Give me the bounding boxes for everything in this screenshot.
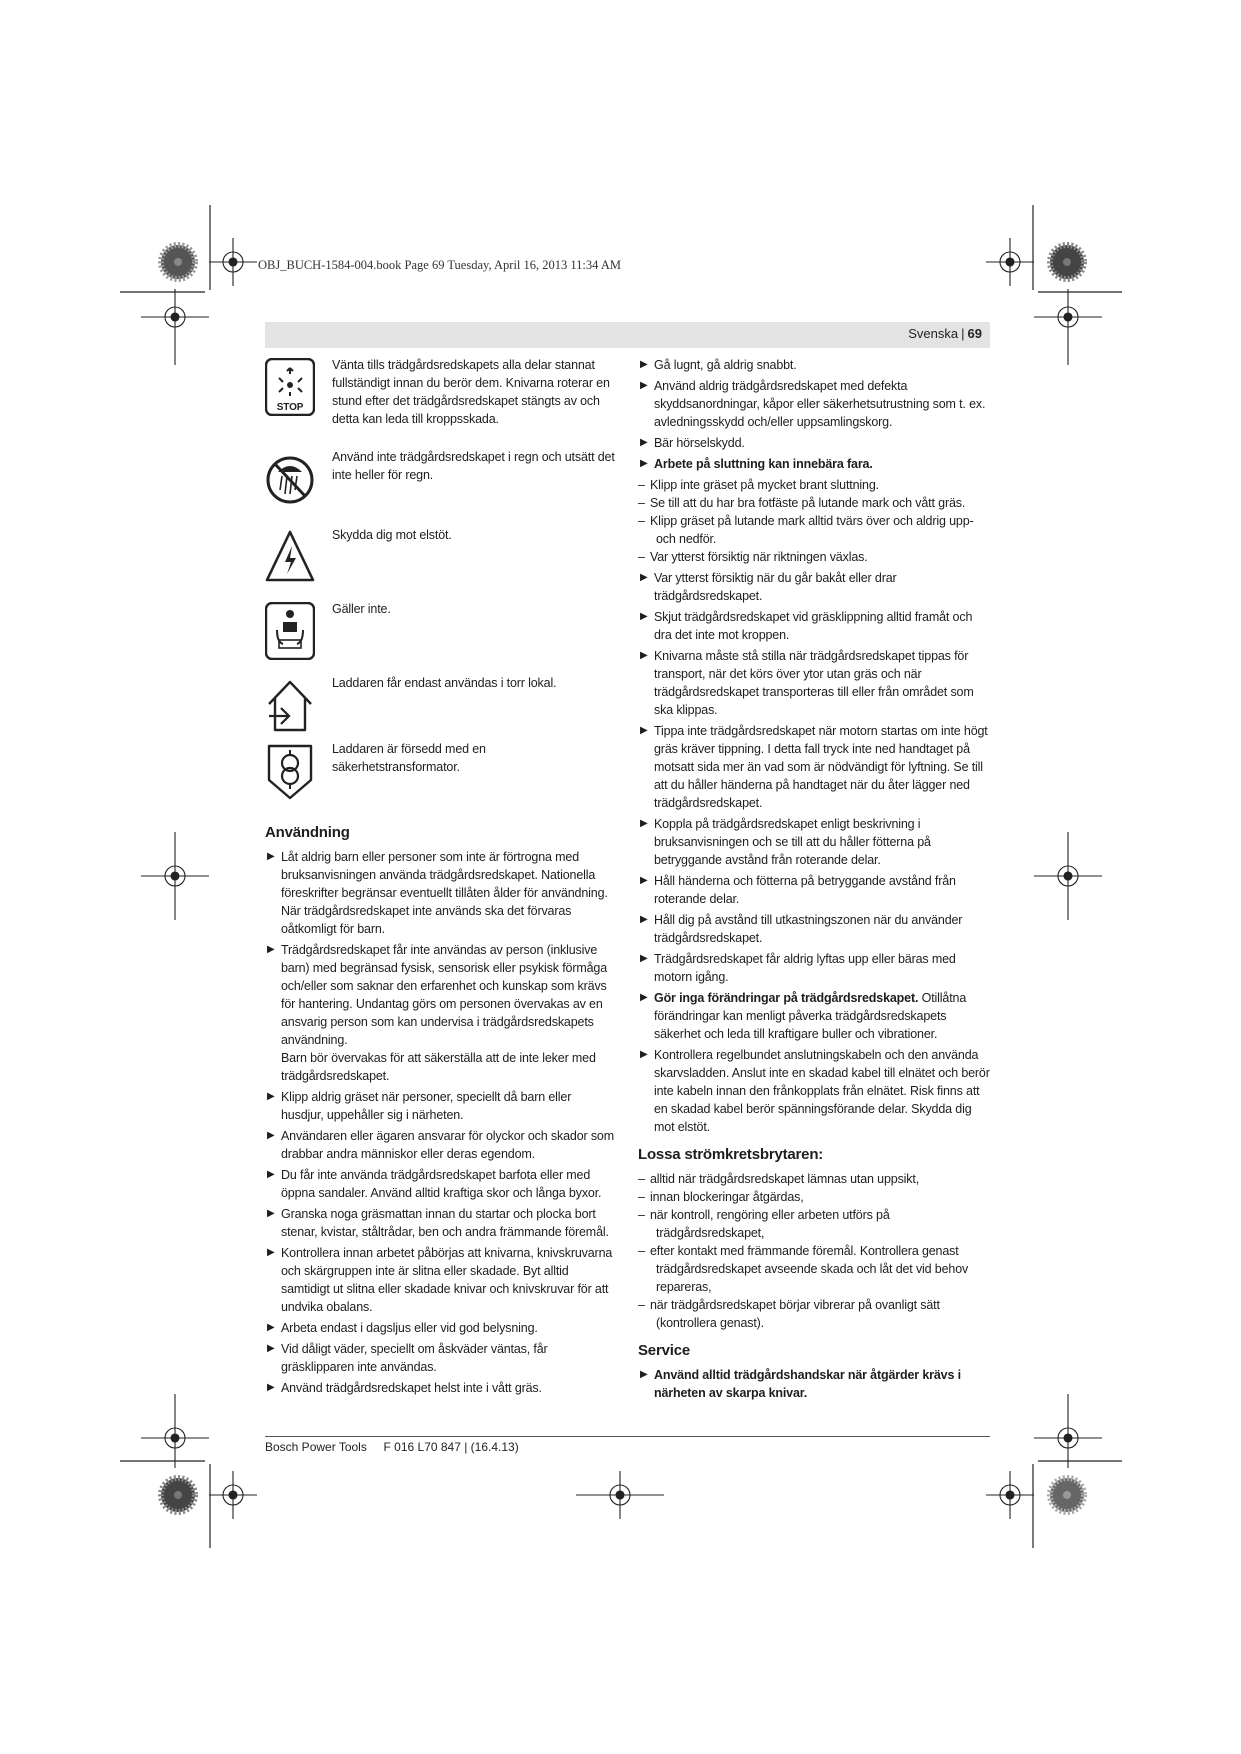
page-header: [908, 326, 982, 341]
bullet-triangle-icon: ▶: [640, 359, 648, 370]
footer: Bosch Power Tools F 016 L70 847 | (16.4.13): [265, 1440, 519, 1454]
symbol-text: Gäller inte.: [332, 602, 391, 616]
bullet-triangle-icon: ▶: [640, 818, 648, 829]
list-item: ▶ Håll dig på avstånd till utkastningszonen när du använder trädgårdsredskapet.: [640, 913, 963, 945]
section-heading-lossa: Lossa strömkretsbrytaren:: [638, 1146, 824, 1163]
bullet-triangle-icon: ▶: [640, 437, 648, 448]
bullet-triangle-icon: ▶: [640, 875, 648, 886]
symbol-text: Vänta tills trädgårdsredskapets alla delar stannat fullständigt innan du berör dem. Knivarna roterar en stund efter det trädgårdsredskapet stängts av och detta kan leda till kroppsskada.: [332, 358, 610, 426]
list-item: ▶ Knivarna måste stå stilla när trädgårdsredskapet tippas för transport, när det körs över ytor utan gräs och när trädgårdsredskapet transporteras till eller från området som ska klippas.: [640, 649, 974, 717]
electric-shock-warning-icon: [265, 528, 315, 586]
left-column: [265, 356, 617, 1400]
page-header-bar: [265, 322, 990, 348]
indoor-use-icon: [265, 676, 315, 734]
list-item: ▶ Trädgårdsredskapet får inte användas av person (inklusive barn) med begränsad fysisk, sensorisk eller psykisk förmåga och/eller som saknar den erfarenhet och kunskap som krävs för hantering. Undantag görs om personen övervakas av en ansvarig person som kan undervisa i trädgårdsredskapets användning. Barn bör övervakas för att säkerställa att de inte leker med trädgårdsredskapet.: [267, 943, 608, 1083]
modify-warning-bold: Gör inga förändringar på trädgårdsredskapet.: [654, 991, 919, 1005]
list-item: ▶ Du får inte använda trädgårdsredskapet barfota eller med öppna sandaler. Använd alltid kraftiga skor och långa byxor.: [267, 1168, 602, 1200]
list-item: ▶ Granska noga gräsmattan innan du startar och plocka bort stenar, kvistar, ståltrådar, ben och andra främmande föremål.: [267, 1207, 609, 1239]
bullet-triangle-icon: ▶: [640, 458, 648, 469]
bullet-triangle-icon: ▶: [640, 1369, 648, 1380]
dash-item: – efter kontakt med främmande föremål. Kontrollera genast trädgårdsredskapet avseende skada och låt det vid behov repareras,: [638, 1244, 969, 1294]
footer-divider: [265, 1436, 990, 1437]
bullet-triangle-icon: ▶: [267, 944, 275, 955]
no-rain-icon: [265, 450, 315, 508]
bullet-triangle-icon: ▶: [640, 725, 648, 736]
list-item: ▶ Kontrollera innan arbetet påbörjas att knivarna, knivskruvarna och skärgruppen inte är slitna eller skadade. Byt alltid samtidigt ut slitna eller skadade knivar och knivskruvar för att undvika obalans.: [267, 1246, 613, 1314]
symbol-row: [265, 526, 617, 592]
bullet-triangle-icon: ▶: [640, 572, 648, 583]
symbol-text: Skydda dig mot elstöt.: [332, 528, 452, 542]
list-item: ▶ Låt aldrig barn eller personer som inte är förtrogna med bruksanvisningen använda trädgårdsredskapet. Nationella föreskrifter begränsar eventuellt tillåten ålder för användning. När trädgårdsredskapet inte används ska det förvaras oåtkomligt för barn.: [267, 850, 608, 936]
list-item: ▶ Var ytterst försiktig när du går bakåt eller drar trädgårdsredskapet.: [640, 571, 897, 603]
bullet-triangle-icon: ▶: [640, 914, 648, 925]
dash-item: – Var ytterst försiktig när riktningen växlas.: [638, 550, 868, 564]
bullet-triangle-icon: ▶: [640, 611, 648, 622]
list-item: ▶ Bär hörselskydd.: [640, 436, 745, 450]
right-column: [638, 356, 990, 1405]
list-item: ▶ Gör inga förändringar på trädgårdsredskapet. Otillåtna förändringar kan menligt påverka trädgårdsredskapets säkerhet och leda till kraftigare buller och vibrationer.: [640, 991, 967, 1041]
dash-item: – Klipp gräset på lutande mark alltid tvärs över och aldrig upp- och nedför.: [638, 514, 974, 546]
list-item: ▶ Skjut trädgårdsredskapet vid gräsklippning alltid framåt och dra det inte mot kroppen.: [640, 610, 973, 642]
stop-rotating-blades-icon: [265, 358, 315, 416]
rider-mower-icon: [265, 602, 315, 660]
list-item: ▶ Arbeta endast i dagsljus eller vid god belysning.: [267, 1321, 538, 1335]
page-number: 69: [967, 326, 982, 341]
safety-transformer-icon: [265, 742, 315, 800]
bullet-triangle-icon: ▶: [267, 1382, 275, 1393]
list-item: ▶ Gå lugnt, gå aldrig snabbt.: [640, 358, 797, 372]
symbol-text: Laddaren är försedd med en säkerhetstransformator.: [332, 742, 486, 774]
dash-item: – Se till att du har bra fotfäste på lutande mark och vått gräs.: [638, 496, 966, 510]
list-item: ▶ Tippa inte trädgårdsredskapet när motorn startas om inte högt gräs kräver tippning. I detta fall tryck inte ned handtaget på motsatt sida mer än vad som är nödvändigt för lyftning. Se till att du håller händerna på handtaget när du åter lägger ned trädgårdsredskapet.: [640, 724, 988, 810]
stop-label: STOP: [276, 402, 304, 413]
header-language: Svenska: [908, 326, 959, 341]
list-item: ▶ Använd alltid trädgårdshandskar när åtgärder krävs i närheten av skarpa knivar.: [640, 1368, 961, 1400]
list-item: ▶ Håll händerna och fötterna på betryggande avstånd från roterande delar.: [640, 874, 956, 906]
list-item: ▶ Koppla på trädgårdsredskapet enligt beskrivning i bruksanvisningen och se till att du håller fötterna på betryggande avstånd från roterande delar.: [640, 817, 931, 867]
bullet-triangle-icon: ▶: [267, 1322, 275, 1333]
list-item: ▶ Användaren eller ägaren ansvarar för olyckor och skador som drabbar andra människor eller deras egendom.: [267, 1129, 614, 1161]
symbol-text: Använd inte trädgårdsredskapet i regn och utsätt det inte heller för regn.: [332, 450, 615, 482]
symbol-row: [265, 448, 617, 518]
list-item: ▶ Använd trädgårdsredskapet helst inte i vått gräs.: [267, 1381, 542, 1395]
bullet-triangle-icon: ▶: [267, 1343, 275, 1354]
section-heading-anvandning: Användning: [265, 824, 350, 841]
bullet-triangle-icon: ▶: [640, 992, 648, 1003]
header-separator: |: [961, 326, 965, 341]
bullet-triangle-icon: ▶: [267, 851, 275, 862]
children-note: Barn bör övervakas för att säkerställa att de inte leker med trädgårdsredskapet.: [281, 1051, 596, 1083]
list-item: ▶ Trädgårdsredskapet får aldrig lyftas upp eller bäras med motorn igång.: [640, 952, 956, 984]
symbol-row: [265, 356, 617, 440]
slope-warning: Arbete på sluttning kan innebära fara.: [654, 457, 873, 471]
list-item: ▶ Vid dåligt väder, speciellt om åskväder väntas, får gräsklipparen inte användas.: [267, 1342, 548, 1374]
list-item: ▶ Använd aldrig trädgårdsredskapet med defekta skyddsanordningar, kåpor eller säkerhetsutrustning som t. ex. avledningsskydd och/eller uppsamlingskorg.: [640, 379, 986, 429]
bullet-triangle-icon: ▶: [267, 1169, 275, 1180]
symbol-text: Laddaren får endast användas i torr lokal.: [332, 676, 557, 690]
symbol-row: [265, 600, 617, 666]
bullet-triangle-icon: ▶: [640, 650, 648, 661]
bullet-triangle-icon: ▶: [267, 1247, 275, 1258]
dash-item: – innan blockeringar åtgärdas,: [638, 1190, 804, 1204]
list-item: [638, 455, 990, 473]
bullet-triangle-icon: ▶: [267, 1091, 275, 1102]
symbol-row: [265, 674, 617, 732]
dash-item: – Klipp inte gräset på mycket brant sluttning.: [638, 478, 879, 492]
symbol-row: [265, 740, 617, 814]
bullet-triangle-icon: ▶: [640, 953, 648, 964]
bullet-triangle-icon: ▶: [267, 1208, 275, 1219]
list-item: ▶ Kontrollera regelbundet anslutningskabeln och den använda skarvsladden. Anslut inte en skadad kabel till elnätet och berör inte kabeln innan den frånkopplats från elnätet. Risk finns att en skadad kabel berör spänningsförande delar. Skydda dig mot elstöt.: [640, 1048, 990, 1134]
section-heading-service: Service: [638, 1342, 690, 1359]
bullet-triangle-icon: ▶: [640, 380, 648, 391]
dash-item: – alltid när trädgårdsredskapet lämnas utan uppsikt,: [638, 1172, 920, 1186]
dash-item: – när kontroll, rengöring eller arbeten utförs på trädgårdsredskapet,: [638, 1208, 890, 1240]
bullet-triangle-icon: ▶: [267, 1130, 275, 1141]
file-slug: OBJ_BUCH-1584-004.book Page 69 Tuesday, April 16, 2013 11:34 AM: [258, 258, 621, 272]
bullet-triangle-icon: ▶: [640, 1049, 648, 1060]
list-item: ▶ Klipp aldrig gräset när personer, speciellt då barn eller husdjur, uppehåller sig i närheten.: [267, 1090, 572, 1122]
dash-item: – när trädgårdsredskapet börjar vibrerar på ovanligt sätt (kontrollera genast).: [638, 1298, 940, 1330]
